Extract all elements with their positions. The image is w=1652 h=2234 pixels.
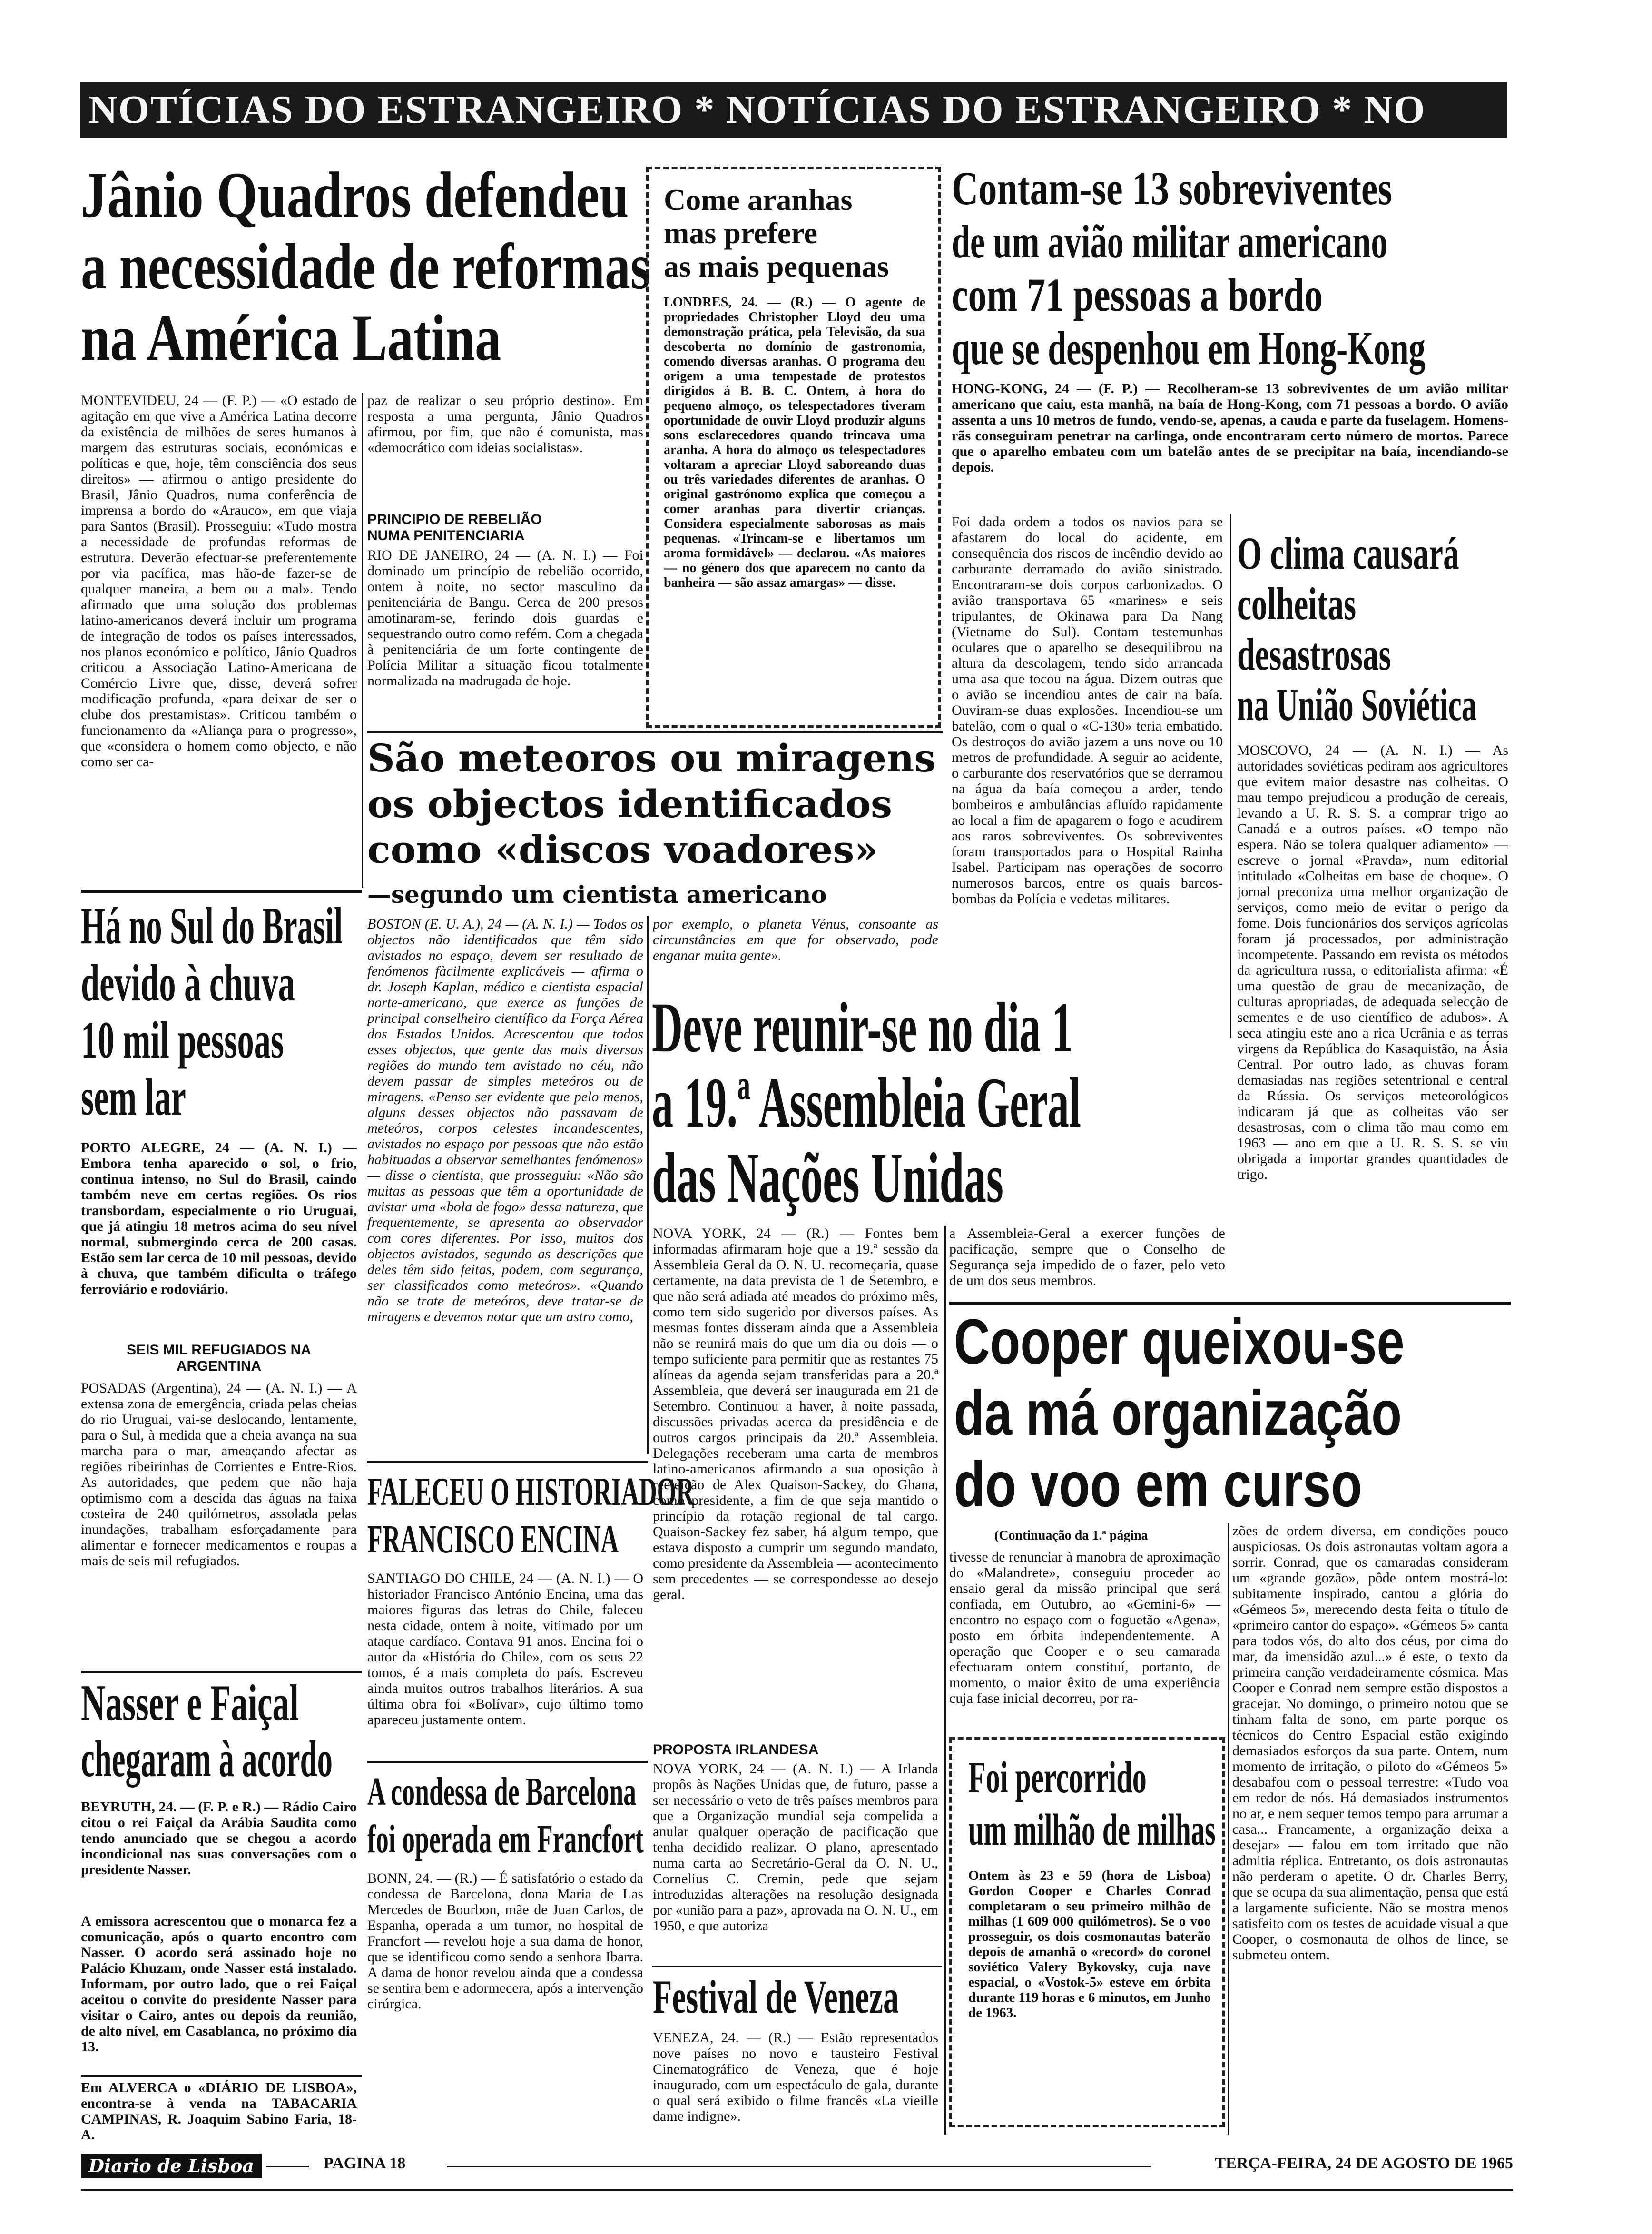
sul-headline: [81, 897, 362, 1126]
headline-line: Foi percorrido: [968, 1753, 1147, 1802]
column-rule: [1230, 514, 1231, 1038]
headline-line: com 71 pessoas a bordo: [952, 268, 1323, 321]
section-rule: [949, 1302, 1511, 1305]
headline-line: como «discos voadores»: [367, 827, 878, 872]
sul-text: POSADAS (Argentina), 24 — (A. N. I.) — A extensa zona de emergência, criada pelas cheias do rio Uruguai, vai-se deslocando, lentamente, para o Sul, à medida que a cheia avança na sua marcha para o mar, ameaçando afectar as regiões ribeirinhas de Corrientes e Entre-Rios. As autoridades, que pedem que não haja optimismo com a descida das águas na faixa costeira de 240 quilómetros, assolada pelas inundações, trabalham esforçadamente para alimentar e fornecer medicamentos e roupas a mais de seis mil refugiados.: [81, 1380, 357, 1569]
section-rule: [367, 1761, 648, 1763]
headline-line: desastrosas: [1237, 629, 1391, 680]
aranhas-text: LONDRES, 24. — (R.) — O agente de propriedades Christopher Lloyd deu uma demonstração prática, pela Televisão, da sua descoberta no domínio de gastronomia, comendo diversas aranhas. O programa deu origem a uma tempestade de protestos dirigidos à B. B. C. Ontem, à hora do pequeno almoço, os telespectadores tiveram oportunidade de ouvir Lloyd produzir alguns sons esclarecedores quando trincava uma aranha. A hora do almoço os telespectadores voltaram a apreciar Lloyd saboreando duas ou três variedades diferentes de aranhas. O original gastrónomo explica que começou a comer aranhas para divertir crianças. Considera especialmente saborosas as mais pequenas. «Trincam-se e libertamos um aroma formidável» — declarou. «As maiores — no género dos que aparecem no canto da banheira — são assaz amargas» — disse.: [664, 295, 925, 590]
aranhas-title-line: mas prefere: [664, 216, 817, 250]
section-rule: [367, 1461, 648, 1463]
sul-lead: PORTO ALEGRE, 24 — (A. N. I.) — Embora tenha aparecido o sol, o frio, continua intenso, no Sul do Brasil, caindo também neve em certas regiões. Os rios transbordam, especialmente o rio Uruguai, que já atingiu 18 metros acima do seu nível normal, submergindo cerca de 200 casas. Estão sem lar cerca de 10 mil pessoas, devido à chuva, que também dificulta o tráfego ferroviário e rodoviário.: [81, 1140, 357, 1297]
hongkong-text: Foi dada ordem a todos os navios para se afastarem do local do acidente, em consequência dos riscos de incêndio devido ao carburante derramado do avião sinistrado. Encontraram-se dois corpos carbonizados. O avião transportava 65 «marines» e seis tripulantes, de Okinawa para Da Nang (Vietname do Sul). Contam testemunhas oculares que o aparelho se desequilibrou na altura da descolagem, tendo sido arrancada uma asa que tocou na água. Dizem outras que o avião se incendiou antes de cair na baía. Ouviram-se duas explosões. Incendiou-se um batelão, com o qual o «C-130» teria embatido. Os destroços do avião jazem a uns nove ou 10 metros de profundidade. A seguir ao acidente, o carburante dos reservatórios que se derramou na água da baía começou a arder, tendo bombeiros e ambulâncias afluído rapidamente ao local a fim de apagarem o fogo e acudirem aos raros sobreviventes. Os sobreviventes foram transportados para o Hospital Rainha Isabel. Participam nas operações de socorro numerosos barcos, entre os quais barcos-bombas da Polícia e vedetas militares.: [952, 514, 1223, 907]
headline-line: A condessa de Barcelona: [367, 1769, 637, 1814]
onu-subhead: PROPOSTA IRLANDESA: [653, 1742, 819, 1758]
nasser-headline: [81, 1675, 362, 1788]
aranhas-title-line: as mais pequenas: [664, 249, 889, 283]
milhao-headline: [968, 1751, 1216, 1856]
cooper-continuation: (Continuação da 1.ª página: [994, 1528, 1148, 1543]
cooper-col2: zões de ordem diversa, em condições pouco auspiciosas. Os dois astronautas voltam agora a sorrir. Conrad, que os camaradas consideram um «grande gozão», pôde ontem mostrá-lo: subitamente inspirado, cantou a glória do «Gémeos 5», merecendo desta feita o título de «primeiro cantor do espaço». «Gémeos 5» canta para todos vós, do alto dos céus, por cima do mar, da imensidão azul...» é este, o texto da primeira canção verdadeiramente cósmica. Mas Cooper e Conrad nem sempre estão dispostos a gracejar. No domingo, o primeiro notou que se tinham falta de sono, em parte porque os técnicos do Centro Espacial estão exigindo demasiados esforços da sua parte. Ontem, num momento de irritação, o piloto do «Gémeos 5» desabafou com o pessoal terrestre: «Tudo voa em redor de nós. Há demasiados instrumentos no ar, e nem sequer temos tempo para arrumar a casa... Francamente, a organização deixa a desejar» — falou em tom irritado que não admitia réplica. Entretanto, os dois astronautas não perderam o apetite. O dr. Charles Berry, que se ocupa da sua alimentação, pensa que está a largamente suficiente. Não se mostra menos satisfeito com os testes de acuidade visual a que Cooper, o cosmonauta de olhos de lince, se submeteu ontem.: [1232, 1523, 1508, 1963]
encina-text: SANTIAGO DO CHILE, 24 — (A. N. I.) — O historiador Francisco António Encina, uma das maiores figuras das letras do Chile, faleceu nesta cidade, ontem à noite, vitimado por um ataque cardíaco. Contava 91 anos. Encina foi o autor da «História do Chile», com os seus 22 tomos, é a mais completa do país. Escreveu ainda muitos outros trabalhos literários. A sua última obra foi «Bolívar», cujo último tomo apareceu justamente ontem.: [367, 1571, 643, 1728]
veneza-text: VENEZA, 24. — (R.) — Estão representados nove países no novo e tausteiro Festival Cinematográfico de Veneza, que é hoje inaugurado, com um espectáculo de gala, durante o qual será exibido o filme francês «La vieille dame indigne».: [653, 2030, 938, 2124]
milhao-text: Ontem às 23 e 59 (hora de Lisboa) Gordon Cooper e Charles Conrad completaram o seu primeiro milhão de milhas (1 609 000 quilómetros). Se o voo prosseguir, os dois cosmonautas baterão depois de amanhã o «record» do coronel soviético Valery Bykovsky, cuja nave espacial, o «Vostok-5» esteve em órbita durante 119 horas e 6 minutos, em Junho de 1963.: [968, 1868, 1211, 2020]
section-rule: [367, 731, 943, 733]
meteoros-subhead: —segundo um cientista americano: [367, 880, 827, 909]
meteoros-col2: por exemplo, o planeta Vénus, consoante as circunstâncias em que for observado, pode enganar muita gente».: [653, 916, 938, 963]
janio-col2: paz de realizar o seu próprio destino». Em resposta a uma pergunta, Jânio Quadros afirmou, por fim, que não é comunista, mas «democrático com ideias socialistas».: [367, 393, 643, 455]
meteoros-headline: [367, 735, 943, 872]
headline-line: colheitas: [1237, 578, 1357, 629]
headline-line: Nasser e Faiçal: [81, 1675, 299, 1731]
headline-line: 10 mil pessoas: [81, 1011, 284, 1069]
onu-headline: [652, 990, 1228, 1216]
nasser-lead: BEYRUTH, 24. — (F. P. e R.) — Rádio Cairo citou o rei Faiçal da Arábia Saudita como tendo anunciado que se chegou a acordo incondicional nas suas conversações com o presidente Nasser.: [81, 1799, 357, 1878]
headline-line: Deve reunir-se no dia 1: [652, 988, 1073, 1067]
headline-line: Jânio Quadros defendeu: [81, 158, 629, 231]
headline-line: Cooper queixou-se: [954, 1306, 1405, 1377]
headline-line: na União Soviética: [1237, 679, 1477, 730]
headline-line: a 19.ª Assembleia Geral: [652, 1063, 1081, 1142]
section-rule: [81, 2075, 362, 2077]
headline-line: O clima causará: [1237, 528, 1459, 579]
barcelona-headline: [367, 1768, 648, 1863]
section-rule: [81, 1671, 362, 1673]
sul-subhead-line: ARGENTINA: [176, 1358, 262, 1374]
masthead-text: Diario de Lisboa: [88, 2155, 255, 2176]
janio-col1: MONTEVIDEU, 24 — (F. P.) — «O estado de agitação em que vive a América Latina decorre da existência de milhões de seres humanos à margem das estruturas sociais, económicas e políticas e que, hoje, têm consciência dos seus direitos» — afirmou o antigo presidente do Brasil, Jânio Quadros, numa conferência de imprensa a bordo do «Arauco», em que viaja para Santos (Brasil). Prosseguiu: «Tudo mostra a necessidade de profundas reformas de estrutura. Deverão efectuar-se preferentemente por via pacífica, mas hão-de fazer-se de qualquer maneira, a bem ou a mal». Tendo afirmado que uma solução dos problemas latino-americanos deverá incluir um programa de integração de todos os países interessados, nos planos económico e político, Jânio Quadros criticou a Associação Latino-Americana de Comércio Livre que, disse, deverá sofrer modificação profunda, «para deixar de ser o clube dos prestamistas». Criticou também o funcionamento da «Aliança para o progresso», que «considera o homem como objecto, e não como ser ca-: [81, 393, 357, 770]
footer-rule: [266, 2166, 309, 2167]
cooper-col1: tivesse de renunciar à manobra de aproximação do «Malandrete», conseguiu proceder ao ensaio geral da missão principal que será confiada, em Outubro, ao «Gemini-6» — encontro no espaço com o foguetão «Agena», posto em órbita independentemente. A operação que Cooper e o seu camarada efectuaram ontem constituí, portanto, de momento, o maior êxito de uma experiência cuja fase inicial decorreu, por ra-: [949, 1549, 1220, 1706]
headline-line: sem lar: [81, 1068, 186, 1126]
column-rule: [1228, 1523, 1229, 2135]
section-banner: NOTÍCIAS DO ESTRANGEIRO * NOTÍCIAS DO ESTRANGEIRO * NO: [80, 82, 1507, 138]
headline-line: a necessidade de reformas: [81, 230, 650, 303]
rebeliao-title-line: NUMA PENITENCIARIA: [367, 528, 525, 544]
headline-line: um milhão de milhas: [968, 1805, 1216, 1855]
headline-line: foi operada em Francfort: [367, 1817, 644, 1861]
column-rule: [647, 916, 649, 1454]
rebeliao-title: [367, 512, 643, 544]
meteoros-col1: BOSTON (E. U. A.), 24 — (A. N. I.) — Todos os objectos não identificados que têm sido avistados no espaço, devem ser resultado de fenómenos fàcilmente explicáveis — afirma o dr. Joseph Kaplan, médico e cientista espacial norte-americano, que exerce as funções de principal conselheiro científico da Força Aérea dos Estados Unidos. Acrescentou que todos esses objectos, que gente das mais diversas regiões do mundo tem avistado no céu, não devem passar de simples meteóros ou de miragens. «Penso ser evidente que pelo menos, alguns desses objectos não passavam de meteóros, corpos celestes incandescentes, avistados no espaço por pessoas que não estão habituadas a observar semelhantes fenómenos» — disse o cientista, que prosseguiu: «Não são muitas as pessoas que têm a oportunidade de avistar uma «bola de fogo» dessa natureza, que frequentemente, se apresenta ao observador com cores diferentes. Por isso, muitos dos objectos avistados, segundo as descrições que deles têm sido feitas, podem, com segurança, ser classificados como meteóros». «Quando não se trate de meteóros, deve tratar-se de miragens e devemos notar que um astro como,: [367, 916, 643, 1325]
headline-line: de um avião militar americano: [952, 215, 1388, 268]
section-rule: [652, 1966, 942, 1967]
headline-line: FRANCISCO ENCINA: [367, 1517, 619, 1562]
encina-headline: [367, 1468, 694, 1563]
masthead-logo: [81, 2154, 262, 2178]
hongkong-lead: HONG-KONG, 24 — (F. P.) — Recolheram-se 13 sobreviventes de um avião militar americano que caiu, esta manhã, na baía de Hong-Kong, com 71 pessoas a bordo. O avião assenta a uns 10 metros de fundo, vendo-se, apenas, a cauda e parte da fuselagem. Homens-rãs conseguiram penetrar na carlinga, onde encontraram certo número de mortos. Parece que o aparelho embateu com um batelão antes de se precipitar na baía, incendiando-se depois.: [952, 381, 1508, 475]
veneza-headline: Festival de Veneza: [653, 1970, 899, 2023]
barcelona-text: BONN, 24. — (R.) — É satisfatório o estado da condessa de Barcelona, dona Maria de Las Mercedes de Bourbon, mãe de Juan Carlos, de Espanha, operada a um tumor, no hospital de Francfort — revelou hoje a sua dama de honor, que se identificou como sendo a senhora Ibarra. A dama de honor revelou ainda que a condessa se sentira bem e adormecera, após a intervenção cirúrgica.: [367, 1870, 643, 2012]
headline-line: que se despenhou em Hong-Kong: [952, 322, 1426, 375]
column-rule: [362, 393, 363, 888]
onu-col2: a Assembleia-Geral a exercer funções de pacificação, sempre que o Conselho de Segurança seja impedido de o fazer, pelo veto de um dos seus membros.: [949, 1226, 1225, 1288]
nasser-text: A emissora acrescentou que o monarca fez a comunicação, após o quarto encontro com Nasser. O acordo será assinado hoje no Palácio Khuzam, onde Nasser está instalado. Informam, por outro lado, que o rei Faiçal aceitou o convite do presidente Nasser para visitar o Cairo, antes ou depois da reunião, de alto nível, em Casablanca, no próximo dia 13.: [81, 1913, 357, 2055]
headline-line: devido à chuva: [81, 954, 295, 1012]
footer-rule: [447, 2166, 1151, 2167]
headline-line: na América Latina: [81, 301, 502, 374]
headline-line: das Nações Unidas: [652, 1138, 1003, 1217]
headline-line: Há no Sul do Brasil: [81, 897, 343, 955]
rebeliao-title-line: PRINCIPIO DE REBELIÃO: [367, 512, 542, 527]
headline-line: FALECEU O HISTORIADOR: [367, 1470, 694, 1514]
hongkong-headline: [952, 162, 1513, 375]
bottom-rule: [81, 2189, 1513, 2191]
sul-subhead: [81, 1342, 357, 1374]
issue-date: TERÇA-FEIRA, 24 DE AGOSTO DE 1965: [1215, 2155, 1513, 2172]
rebeliao-text: RIO DE JANEIRO, 24 — (A. N. I.) — Foi dominado um princípio de rebelião ocorrido, ontem à noite, no sector masculino da penitenciária de Bangu. Cerca de 200 presos amotinaram-se, ferindo dois guardas e sequestrando outro como refém. Com a chegada à penitenciária de um forte contingente de Polícia Militar a situação ficou totalmente normalizada na madrugada de hoje.: [367, 547, 643, 689]
aranhas-title: [664, 183, 930, 283]
clima-headline: [1237, 528, 1513, 730]
headline-line: do voo em curso: [954, 1449, 1362, 1520]
onu-col1b: NOVA YORK, 24 — (A. N. I.) — A Irlanda propôs às Nações Unidas que, de futuro, passe a ser necessário o veto de três países membros para que a Organização mundial seja compelida a anular qualquer operação de pacificação que tenha decidido realizar. O plano, apresentado numa carta ao Secretário-Geral da O. N. U., Cornelius C. Cremin, pede que sejam introduzidas alterações na resolução designada por «união para a paz», aprovada na O. N. U., em 1950, e que autoriza: [653, 1761, 938, 1934]
headline-line: da má organização: [954, 1378, 1402, 1449]
headline-line: São meteoros ou miragens: [367, 736, 936, 781]
onu-col1: NOVA YORK, 24 — (R.) — Fontes bem informadas afirmaram hoje que a 19.ª sessão da Assembleia Geral da O. N. U. recomeçaria, quase certamente, na data prevista de 1 de Setembro, e que não será adiada até meados do próximo mês, como tem sido sugerido por diversos países. As mesmas fontes disseram ainda que a Assembleia não se reunirá mais do que um dia ou dois — o tempo suficiente para permitir que as restantes 75 alíneas da agenda sejam transferidas para a 20.ª Assembleia, que deverá ser inaugurada em 21 de Setembro. Continuou a haver, à noite passada, discussões privadas acerca da presidência e de outros cargos principais da 20.ª Assembleia. Delegações receberam uma carta de membros latino-americanos afirmando a sua oposição à reeleição de Alex Quaison-Sackey, do Ghana, como presidente, a fim de que seja mantido o princípio da rotação regional de tal cargo. Quaison-Sackey fez saber, há algum tempo, que estava disposto a cumprir um segundo mandato, como presidente da Assembleia — acontecimento sem precedentes — se correspondesse ao desejo geral.: [653, 1226, 938, 1602]
headline-line: os objectos identificados: [367, 781, 893, 826]
headline-line: chegaram à acordo: [81, 1731, 333, 1788]
headline-line: Contam-se 13 sobreviventes: [952, 162, 1392, 215]
column-rule: [944, 1226, 946, 2135]
aranhas-title-line: Come aranhas: [664, 183, 853, 217]
nasser-note: Em ALVERCA o «DIÁRIO DE LISBOA», encontra-se à venda na TABACARIA CAMPINAS, R. Joaquim Sabino Faria, 18-A.: [81, 2080, 357, 2143]
clima-text: MOSCOVO, 24 — (A. N. I.) — As autoridades soviéticas pediram aos agricultores que evitem maior desastre nas colheitas. O mau tempo prejudicou a produção de cereais, levando a U. R. S. S. a comprar trigo ao Canadá e a outros países. «O tempo não espera. Não se tolera qualquer adiamento» — escreve o jornal «Pravda», num editorial intitulado «Colheitas em base de choque». O jornal preconiza uma melhor organização de serviços, como meio de evitar o perigo da fome. Dois funcionários dos serviços agrícolas foram já processados, por administração incompetente. Passando em revista os métodos da agricultura russa, o editorialista afirma: «É uma questão de grau de mecanização, de culturas apropriadas, de adequada selecção de sementes e de uso científico de adubos». A seca atingiu este ano a rica Ucrânia e as terras virgens da República do Kasaquistão, na Ásia Central. Por outro lado, as chuvas foram demasiadas nas regiões setentrional e central da Rússia. Os serviços meteorológicos indicaram já que as colheitas vão ser desastrosas, com o clima tão mau como em 1963 — ano em que a U. R. S. S. se viu obrigada a importar grandes quantidades de trigo.: [1237, 742, 1508, 1182]
page-number: PAGINA 18: [324, 2155, 406, 2172]
sul-subhead-line: SEIS MIL REFUGIADOS NA: [127, 1342, 311, 1358]
section-rule: [81, 890, 362, 893]
cooper-headline: [954, 1306, 1511, 1521]
